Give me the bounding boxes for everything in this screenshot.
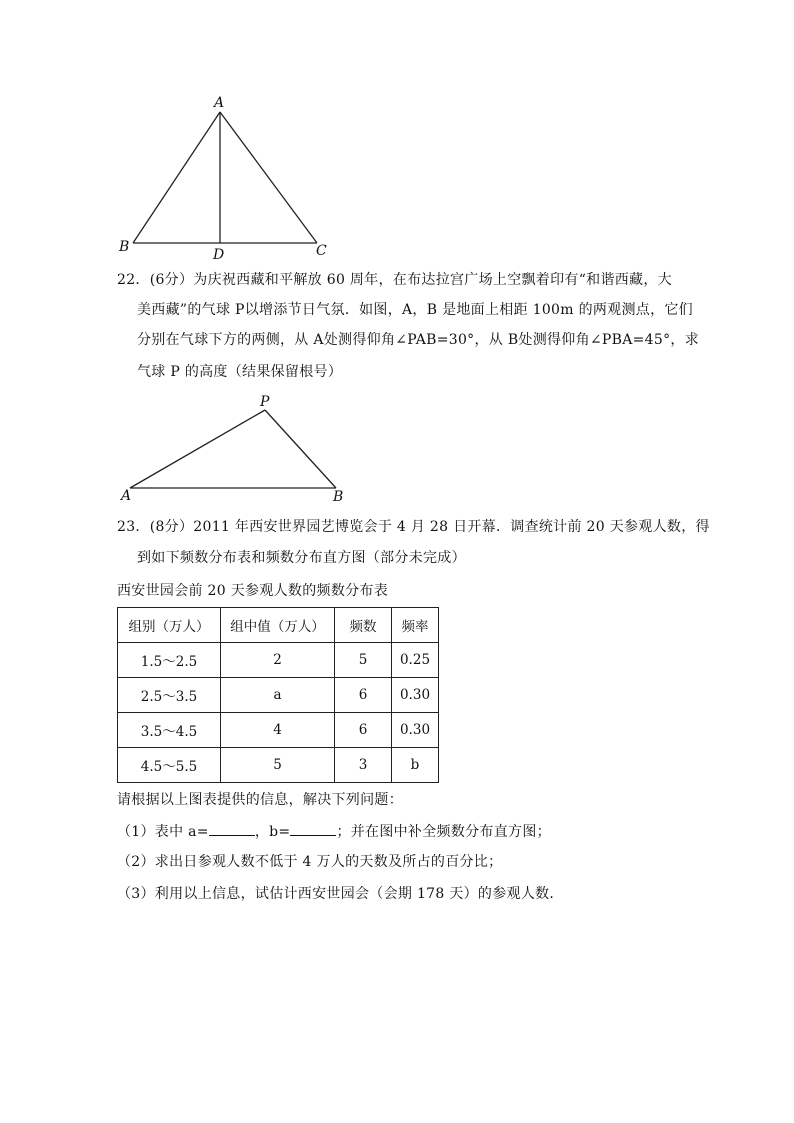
table-row <box>118 678 439 713</box>
sub1-part-a: （1）表中 a= <box>117 824 209 840</box>
side-pa <box>130 410 265 488</box>
table-cell: 4.5～5.5 <box>118 748 221 783</box>
table-cell: b <box>392 748 439 783</box>
sub1-part-c: ；并在图中补全频数分布直方图； <box>336 824 551 840</box>
header-cell: 组中值（万人） <box>221 608 335 643</box>
table-cell: 6 <box>335 678 392 713</box>
q23-sub-1 <box>117 823 551 840</box>
label-a-2: A <box>121 488 132 504</box>
q22-line-3: 分别在气球下方的两侧，从 A处测得仰角∠PAB=30°，从 B处测得仰角∠PBA=45°，求 <box>137 332 699 348</box>
header-cell: 频率 <box>392 608 439 643</box>
answer-blank-a <box>209 823 255 836</box>
side-ac <box>220 112 317 243</box>
header-cell: 频数 <box>335 608 392 643</box>
table-cell: 3 <box>335 748 392 783</box>
label-a: A <box>214 95 225 111</box>
q22-line-4: 气球 P 的高度（结果保留根号） <box>137 364 343 380</box>
label-p: P <box>260 394 270 410</box>
label-c: C <box>316 243 327 259</box>
table-cell: 1.5～2.5 <box>118 643 221 678</box>
q23-sub-3: （3）利用以上信息，试估计西安世园会（会期 178 天）的参观人数． <box>117 886 564 902</box>
side-pb <box>265 410 336 488</box>
table-cell: a <box>221 678 335 713</box>
table-row <box>118 748 439 783</box>
q22-line-1: 22．(6分）为庆祝西藏和平解放 60 周年，在布达拉宫广场上空飘着印有“和谐西藏，大 <box>117 272 672 288</box>
q22-line-2: 美西藏”的气球 P以增添节日气氛．如图，A，B 是地面上相距 100m 的两观测点，它们 <box>137 302 693 318</box>
label-b-2: B <box>333 489 344 505</box>
q23-sub-2: （2）求出日参观人数不低于 4 万人的天数及所占的百分比； <box>117 854 503 870</box>
table-cell: 4 <box>221 713 335 748</box>
table-cell: 0.30 <box>392 678 439 713</box>
table-cell: 5 <box>335 643 392 678</box>
table-row <box>118 643 439 678</box>
table-cell: 0.25 <box>392 643 439 678</box>
answer-blank-b <box>290 823 336 836</box>
label-b: B <box>119 239 130 255</box>
table-cell: 6 <box>335 713 392 748</box>
table-title: 西安世园会前 20 天参观人数的频数分布表 <box>117 583 389 599</box>
table-cell: 5 <box>221 748 335 783</box>
side-ab <box>133 112 220 243</box>
frequency-table <box>117 607 439 783</box>
table-cell: 2.5～3.5 <box>118 678 221 713</box>
label-d: D <box>213 247 225 263</box>
q23-prompt: 请根据以上图表提供的信息，解决下列问题： <box>117 792 403 808</box>
table-cell: 3.5～4.5 <box>118 713 221 748</box>
table-header-row <box>118 608 439 643</box>
table-cell: 2 <box>221 643 335 678</box>
table-cell: 0.30 <box>392 713 439 748</box>
q23-line-1: 23．(8分）2011 年西安世界园艺博览会于 4 月 28 日开幕．调查统计前 20 天参观人数，得 <box>117 519 710 535</box>
header-cell: 组别（万人） <box>118 608 221 643</box>
sub1-part-b: ，b= <box>254 824 291 840</box>
table-row <box>118 713 439 748</box>
q23-line-2: 到如下频数分布表和频数分布直方图（部分未完成） <box>137 550 466 566</box>
